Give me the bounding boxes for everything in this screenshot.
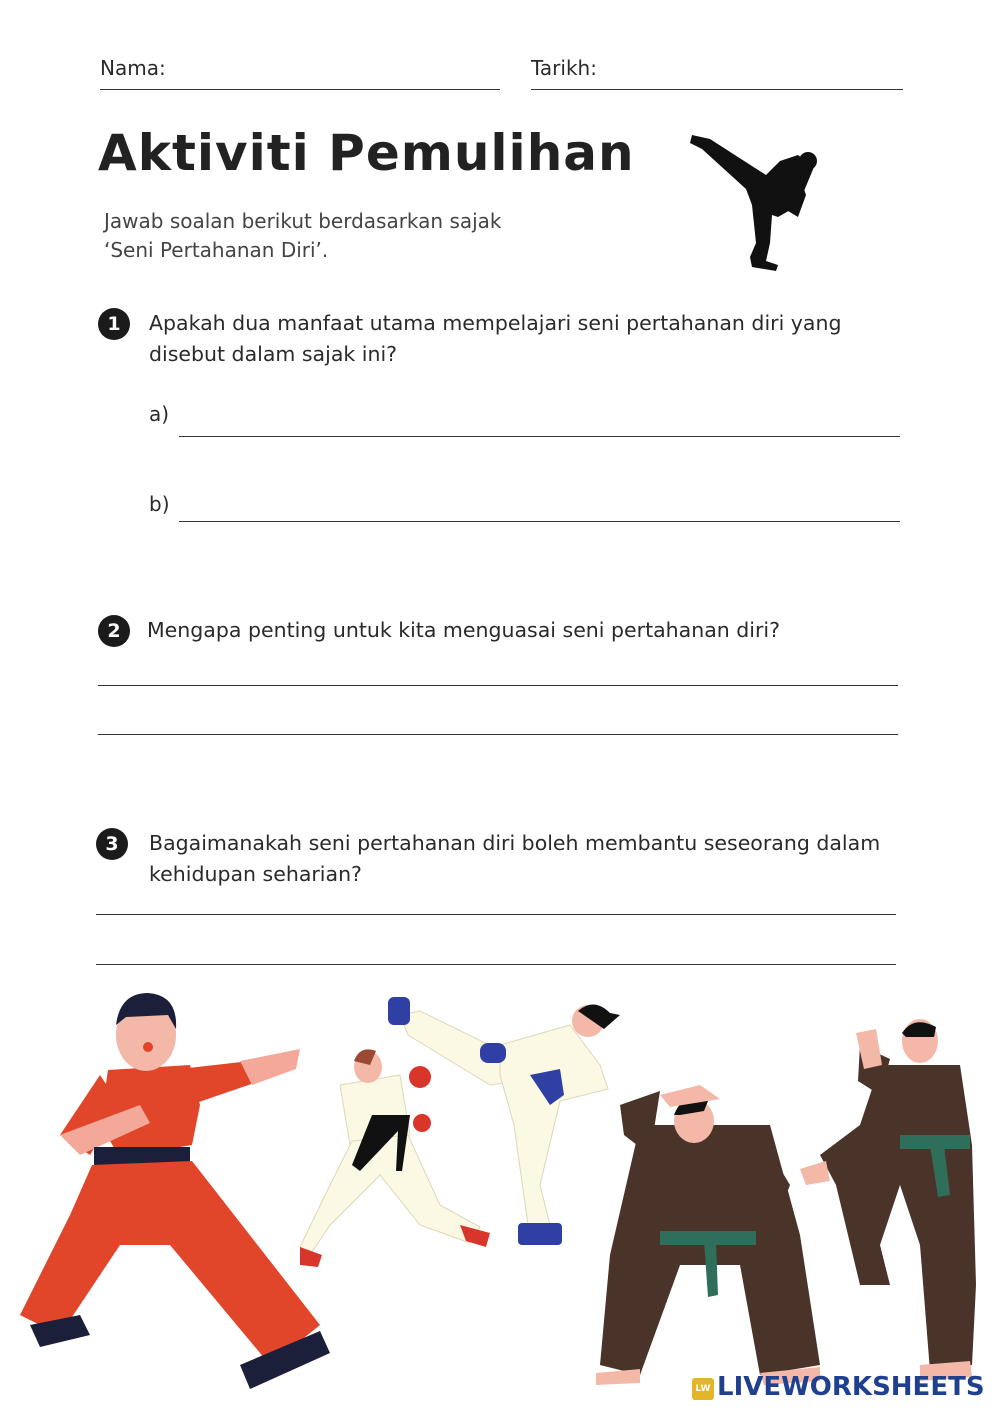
- question-number-badge: 1: [98, 308, 130, 340]
- question-3-line-1: Bagaimanakah seni pertahanan diri boleh membantu seseorang dalam: [149, 831, 881, 855]
- answer-a-label: a): [149, 402, 170, 426]
- watermark-logo-letters: LW: [695, 1384, 711, 1394]
- page-title: Aktiviti Pemulihan: [98, 124, 635, 182]
- silat-fighter-right-figure: [800, 1019, 976, 1381]
- answer-a-line[interactable]: [179, 436, 900, 437]
- answer-3-line-2[interactable]: [96, 964, 896, 965]
- name-field-line[interactable]: [100, 89, 500, 90]
- question-1-line-1: Apakah dua manfaat utama mempelajari seni pertahanan diri yang: [149, 311, 842, 335]
- answer-b-line[interactable]: [179, 521, 900, 522]
- question-number-badge: 3: [96, 828, 128, 860]
- name-label: Nama:: [100, 56, 166, 80]
- answer-3-line-1[interactable]: [96, 914, 896, 915]
- question-number-badge: 2: [98, 615, 130, 647]
- question-1-line-2: disebut dalam sajak ini?: [149, 342, 398, 366]
- question-1-text: [149, 308, 841, 370]
- kungfu-fighter-figure: [20, 993, 330, 1389]
- answer-b-label: b): [149, 492, 170, 516]
- silat-fighter-center-figure: [596, 1085, 820, 1385]
- watermark-text: LIVEWORKSHEETS: [717, 1372, 985, 1402]
- liveworksheets-logo-icon: [692, 1378, 714, 1400]
- karate-kick-silhouette-icon: [680, 125, 830, 275]
- answer-2-line-2[interactable]: [98, 734, 898, 735]
- karate-fighter-gloves-figure: [300, 1049, 490, 1267]
- question-2-text: Mengapa penting untuk kita menguasai seni pertahanan diri?: [147, 618, 780, 642]
- date-label: Tarikh:: [531, 56, 597, 80]
- answer-2-line-1[interactable]: [98, 685, 898, 686]
- question-3-line-2: kehidupan seharian?: [149, 862, 362, 886]
- question-3-text: [149, 828, 880, 890]
- instructions-line-1: Jawab soalan berikut berdasarkan sajak: [104, 209, 502, 233]
- instructions: [104, 207, 502, 265]
- instructions-line-2: ‘Seni Pertahanan Diri’.: [104, 238, 329, 262]
- martial-artists-illustration: [0, 985, 1000, 1414]
- date-field-line[interactable]: [531, 89, 903, 90]
